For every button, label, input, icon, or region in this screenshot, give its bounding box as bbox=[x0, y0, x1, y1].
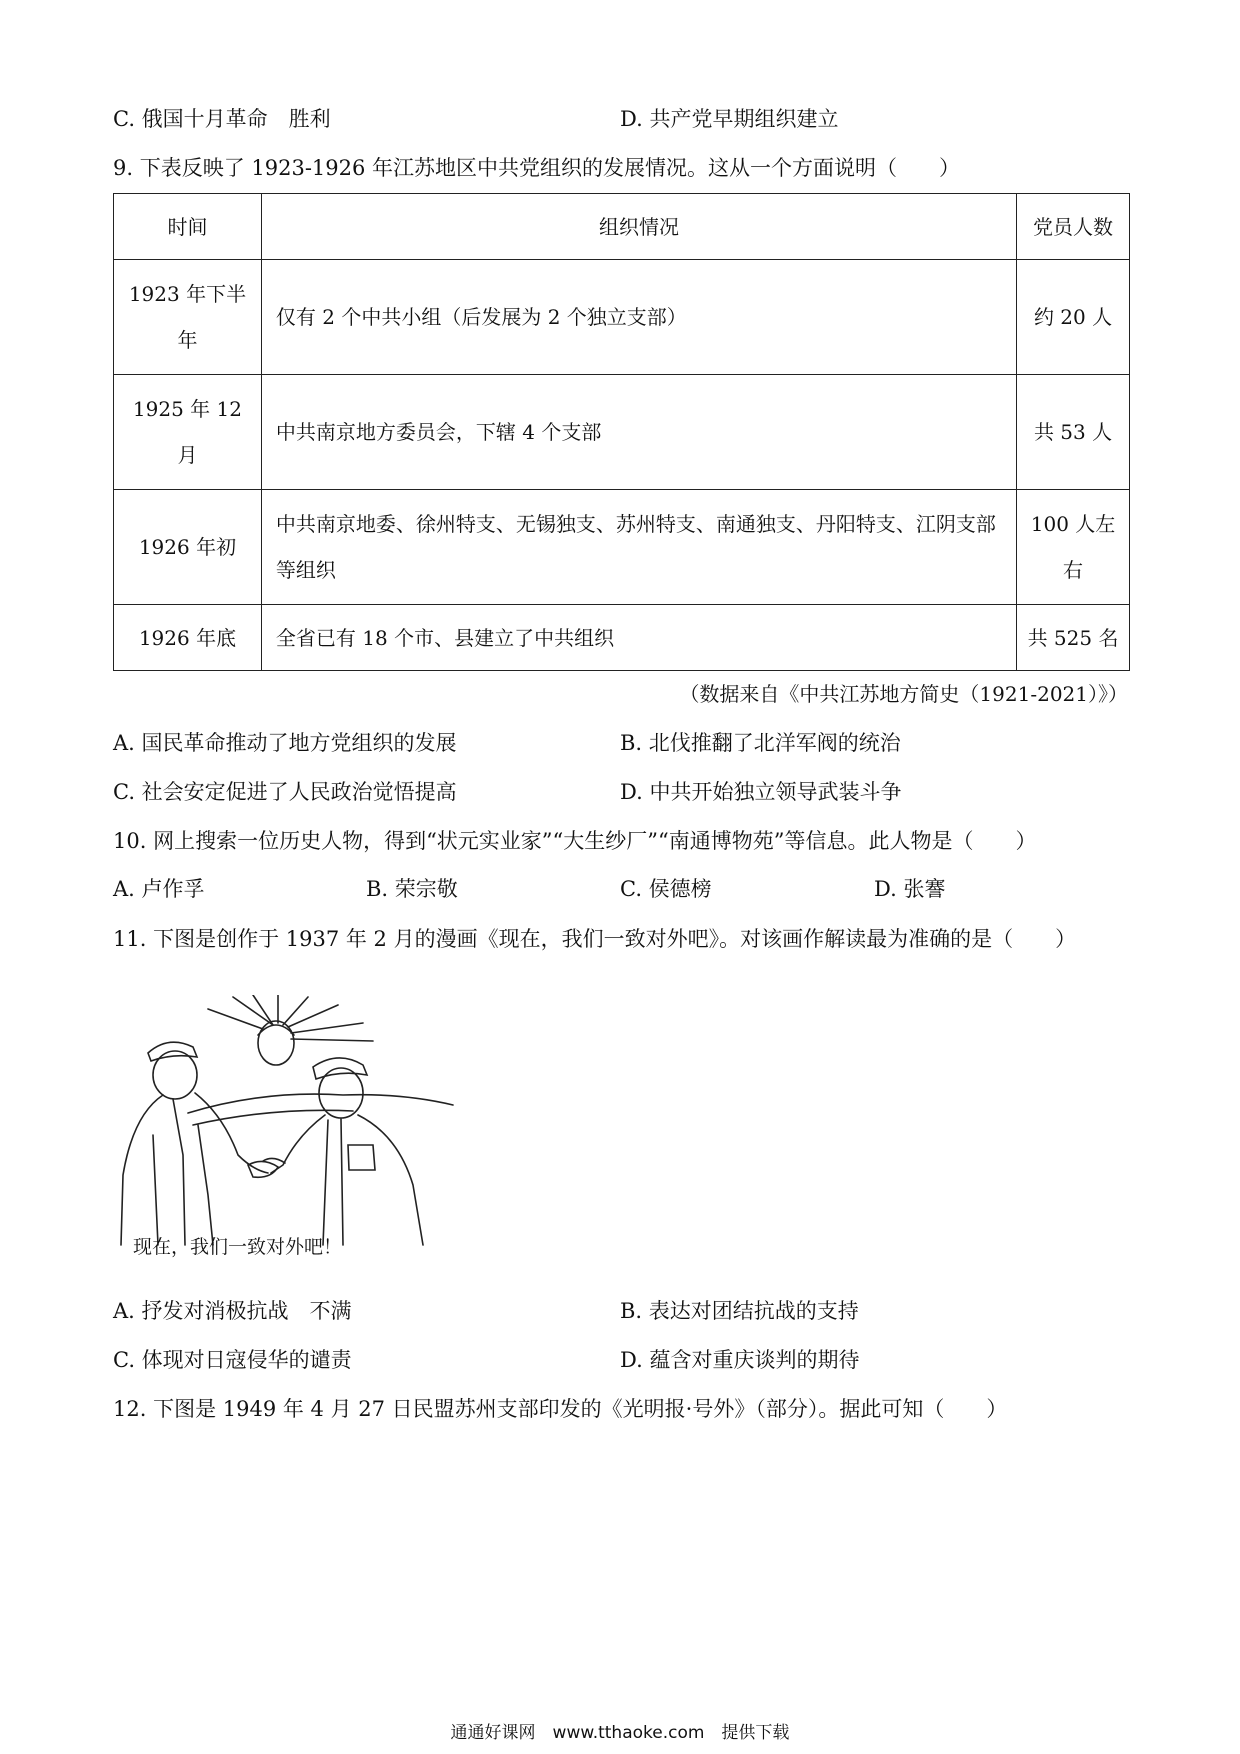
handshake-cartoon-image bbox=[113, 995, 458, 1265]
q9-option-a: A. 国民革命推动了地方党组织的发展 bbox=[113, 731, 457, 755]
table-cell: 1926 年初 bbox=[114, 490, 262, 605]
q10-option-a: A. 卢作孚 bbox=[113, 877, 205, 901]
q12-stem: 12. 下图是 1949 年 4 月 27 日民盟苏州支部印发的《光明报·号外》（部分）。据此可知（ ） bbox=[113, 1397, 1008, 1421]
table-cell: 中共南京地委、徐州特支、无锡独支、苏州特支、南通独支、丹阳特支、江阴支部等组织 bbox=[261, 490, 1016, 605]
q9-option-c: C. 社会安定促进了人民政治觉悟提高 bbox=[113, 780, 457, 804]
q10-option-c: C. 侯德榜 bbox=[620, 877, 712, 901]
q10-option-d: D. 张謇 bbox=[874, 877, 946, 901]
table-header-row bbox=[114, 194, 1130, 260]
q11-stem: 11. 下图是创作于 1937 年 2 月的漫画《现在，我们一致对外吧》。对该画作解读最为准确的是（ ） bbox=[113, 927, 1077, 951]
q11-option-b: B. 表达对团结抗战的支持 bbox=[620, 1299, 859, 1323]
table-cell: 共 525 名 bbox=[1017, 605, 1130, 671]
q9-stem: 9. 下表反映了 1923-1926 年江苏地区中共党组织的发展情况。这从一个方面说明（ ） bbox=[113, 156, 961, 180]
q10-option-b: B. 荣宗敬 bbox=[366, 877, 458, 901]
table-header: 时间 bbox=[114, 194, 262, 260]
q9-table bbox=[113, 193, 1130, 671]
table-cell: 约 20 人 bbox=[1017, 260, 1130, 375]
table-cell: 全省已有 18 个市、县建立了中共组织 bbox=[261, 605, 1016, 671]
q11-option-c: C. 体现对日寇侵华的谴责 bbox=[113, 1348, 352, 1372]
table-cell: 1925 年 12 月 bbox=[114, 375, 262, 490]
q11-option-a: A. 抒发对消极抗战 不满 bbox=[113, 1299, 352, 1323]
q10-stem: 10. 网上搜索一位历史人物，得到“状元实业家”“大生纱厂”“南通博物苑”等信息。此人物是（ ） bbox=[113, 829, 1037, 853]
page-footer: 通通好课网 www.tthaoke.com 提供下载 bbox=[450, 1723, 790, 1743]
q9-option-d: D. 中共开始独立领导武装斗争 bbox=[620, 780, 902, 804]
table-source-note: （数据来自《中共江苏地方简史（1921-2021）》） bbox=[679, 682, 1128, 706]
table-row bbox=[114, 260, 1130, 375]
q9-option-b: B. 北伐推翻了北洋军阀的统治 bbox=[620, 731, 901, 755]
q8-option-d: D. 共产党早期组织建立 bbox=[620, 107, 839, 131]
table-header: 党员人数 bbox=[1017, 194, 1130, 260]
table-cell: 1926 年底 bbox=[114, 605, 262, 671]
q11-option-d: D. 蕴含对重庆谈判的期待 bbox=[620, 1348, 860, 1372]
table-cell: 100 人左右 bbox=[1017, 490, 1130, 605]
table-row bbox=[114, 375, 1130, 490]
table-row bbox=[114, 490, 1130, 605]
table-cell: 中共南京地方委员会，下辖 4 个支部 bbox=[261, 375, 1016, 490]
table-header: 组织情况 bbox=[261, 194, 1016, 260]
q8-option-c: C. 俄国十月革命 胜利 bbox=[113, 107, 331, 131]
table-cell: 仅有 2 个中共小组（后发展为 2 个独立支部） bbox=[261, 260, 1016, 375]
table-row bbox=[114, 605, 1130, 671]
cartoon-caption: 现在，我们一致对外吧！ bbox=[133, 1236, 343, 1258]
table-cell: 共 53 人 bbox=[1017, 375, 1130, 490]
table-cell: 1923 年下半年 bbox=[114, 260, 262, 375]
